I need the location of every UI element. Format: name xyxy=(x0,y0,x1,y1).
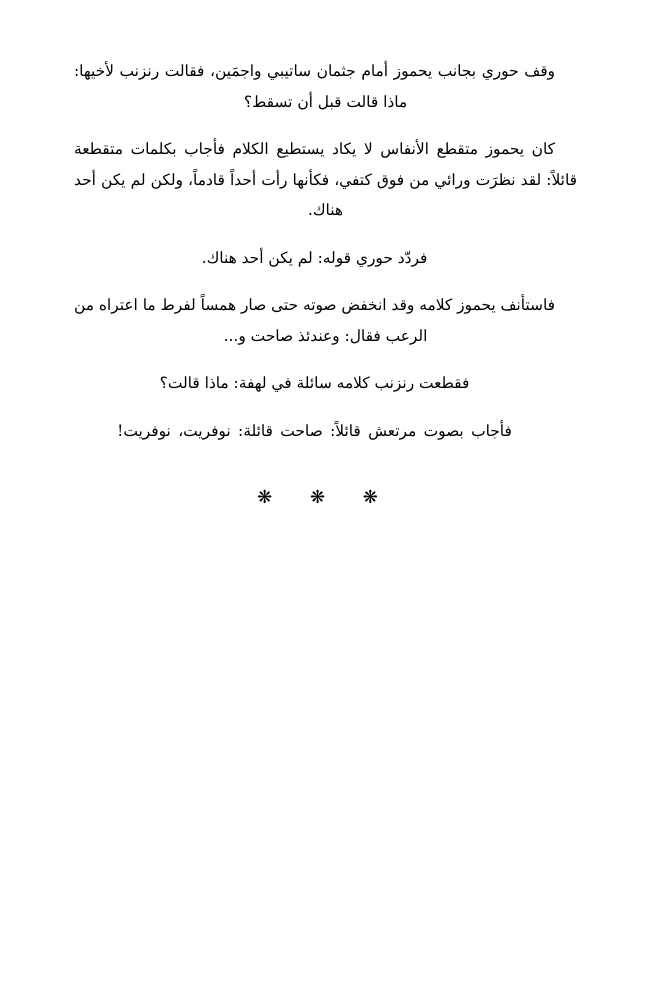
paragraph-4: فاستأنف يحموز كلامه وقد انخفض صوته حتى صار همساً لفرط ما اعتراه من الرعب فقال: وعندئذ صاحت و... xyxy=(74,296,555,345)
paragraph-1: وقف حوري بجانب يحموز أمام جثمان ساتيبي واجمَين، فقالت رنزنب لأخيها: ماذا قالت قبل أن تسقط؟ xyxy=(74,62,555,111)
document-body xyxy=(74,56,577,516)
paragraph-2: كان يحموز متقطع الأنفاس لا يكاد يستطيع الكلام فأجاب بكلمات متقطعة قائلاً: لقد نظرَت ورائي من فوق كتفي، فكأنها رأت أحداً قادماً، ولكن لم يكن أحد هناك. xyxy=(74,140,577,219)
section-divider xyxy=(74,480,577,516)
paragraph-6: فأجاب بصوت مرتعش قائلاً: صاحت قائلة: نوفريت، نوفريت! xyxy=(117,421,512,440)
paragraph-3: فردّد حوري قوله: لم يكن أحد هناك. xyxy=(201,248,428,267)
paragraph-5: فقطعت رنزنب كلامه سائلة في لهفة: ماذا قالت؟ xyxy=(159,374,470,392)
section-divider-glyphs: ❋ ❋ ❋ xyxy=(257,487,394,508)
